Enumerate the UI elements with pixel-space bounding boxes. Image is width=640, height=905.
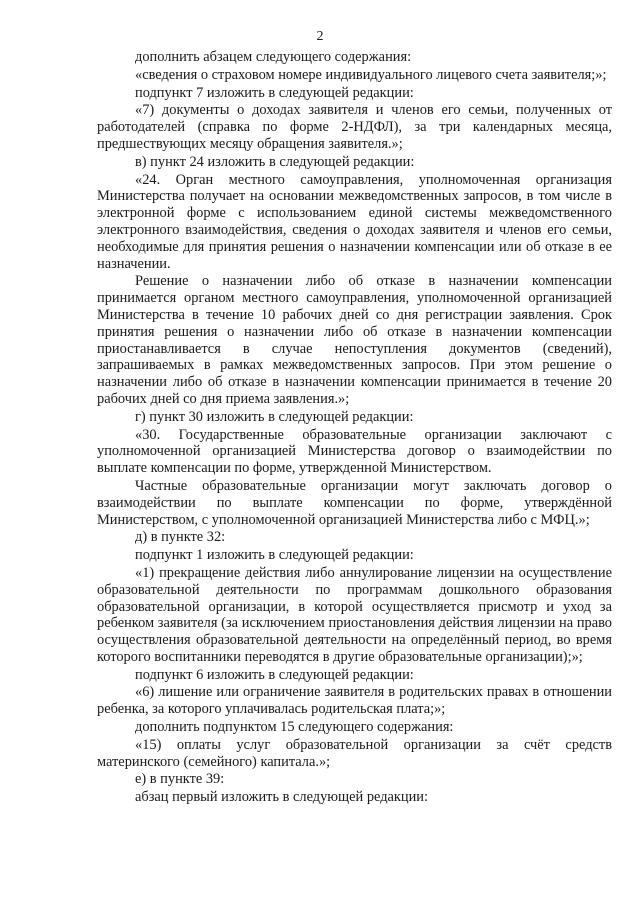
paragraph: подпункт 1 изложить в следующей редакции: — [135, 547, 414, 564]
paragraph: «6) лишение или ограничение заявителя в родительских правах в отношении ребенка, за которого уплачивалась родительская плата;»; — [97, 684, 612, 718]
paragraph: подпункт 6 изложить в следующей редакции: — [135, 666, 414, 683]
paragraph: «1) прекращение действия либо аннулирование лицензии на осуществление образовательной деятельности по программам дошкольного образования образовательной организации, в которой осуществляется присмотр и уход за ребенком заявителя (за исключением приостановления действия лицензии на право осуществления образовательной деятельности на определённый период, во время которого воспитанники переводятся в другие образовательные организации);»; — [97, 564, 612, 665]
paragraph: «сведения о страховом номере индивидуального лицевого счета заявителя;»; — [135, 66, 607, 83]
paragraph: е) в пункте 39: — [135, 771, 225, 788]
paragraph: Частные образовательные организации могут заключать договор о взаимодействии по выплате компенсации по форме, утверждённой Министерством, с уполномоченной организацией Министерства либо с МФЦ.»; — [97, 477, 612, 528]
paragraph: «15) оплаты услуг образовательной организации за счёт средств материнского (семейного) капитала.»; — [97, 736, 612, 770]
paragraph: в) пункт 24 изложить в следующей редакции: — [135, 153, 415, 170]
document-body — [97, 49, 612, 807]
page-number: 2 — [316, 29, 324, 44]
paragraph: «24. Орган местного самоуправления, уполномоченная организация Министерства получает на основании межведомственных запросов, в том числе в электронной форме с использованием единой системы межведомственного электронного взаимодействия, сведения о доходах заявителя и членов его семьи, необходимые для принятия решения о назначении компенсации или об отказе в ее назначении. — [97, 171, 612, 272]
paragraph: подпункт 7 изложить в следующей редакции: — [135, 84, 414, 101]
paragraph: г) пункт 30 изложить в следующей редакции: — [135, 408, 414, 425]
paragraph: дополнить подпунктом 15 следующего содержания: — [135, 719, 454, 736]
paragraph: «30. Государственные образовательные организации заключают с уполномоченной организацией Министерства договор о взаимодействии по выплате компенсации по форме, утвержденной Министерством. — [97, 426, 612, 477]
paragraph: д) в пункте 32: — [135, 529, 226, 546]
paragraph: Решение о назначении либо об отказе в назначении компенсации принимается органом местного самоуправления, уполномоченной организацией Министерства в течение 10 рабочих дней со дня регистрации заявления. Срок принятия решения о назначении либо об отказе в назначении компенсации приостанавливается в случае непоступления документов (сведений), запрашиваемых в рамках межведомственных запросов. При этом решение о назначении либо об отказе в назначении компенсации принимается в течение 20 рабочих дней со дня приема заявления.»; — [97, 273, 612, 407]
paragraph: абзац первый изложить в следующей редакции: — [135, 789, 429, 806]
paragraph: дополнить абзацем следующего содержания: — [135, 49, 412, 65]
paragraph: «7) документы о доходах заявителя и членов его семьи, полученных от работодателей (справка по форме 2-НДФЛ), за три календарных месяца, предшествующих месяцу обращения заявителя.»; — [97, 102, 612, 152]
